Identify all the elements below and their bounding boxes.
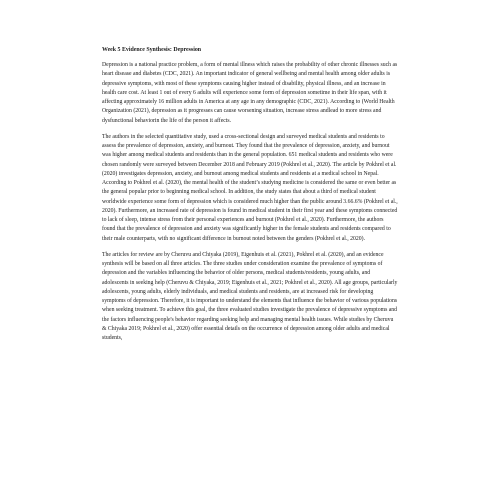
paragraph-3: The articles for review are by Cheruvu and Chiyaka (2019), Eigenhuis et al. (2021), Pokhrel et al. (2020), and an evidence synthesis will be based on all three articles. The three studies under consideration examine the prevalence of symptoms of depression and the variables influencing the behavior of older persons, medical students/residents, young adults, and adolescents in seeking help (Cheruvu & Chiyaka, 2019; Eigenhuis et al., 2021; Pokhrel et al., 2020). All age groups, particularly adolescents, young adults, elderly individuals, and medical students and residents, are at increased risk for developing symptoms of depression. Therefore, it is important to understand the elements that influence the behavior of various populations when seeking treatment. To achieve this goal, the three evaluated studies investigate the prevalence of depressive symptoms and the factors influencing people's behavior regarding seeking help and managing mental health issues. While studies by Cheruvu & Chiyaka 2019; Pokhrel et al., 2020) offer essential details on the occurrence of depression among older adults and medical students, <box>102 251 398 341</box>
document-title: Week 5 Evidence Synthesis: Depression <box>102 47 202 53</box>
document-body <box>102 46 398 350</box>
paragraph-2: The authors in the selected quantitative study, used a cross-sectional design and surveyed medical students and residents to assess the prevalence of depression, anxiety, and burnout. They found that the prevalence of depression, anxiety, and burnout was higher among medical students and residents than in the general population. 651 medical students and residents who were chosen randomly were surveyed between December 2018 and February 2019 (Pokhrel et al., 2020). The article by Pokhrel et al. (2020) investigates depression, anxiety, and burnout among medical students and residents at a medical school in Nepal. According to Pokhrel et al. (2020), the mental health of the student’s studying medicine is considered the same or even better as the general popular prior to beginning medical school. In addition, the study states that about a third of medical student worldwide experience some form of depression which is considered much higher than the public around 3.66.6% (Pokhrel et al., 2020). Furthermore, an increased rate of depression is found in medical student in their first year and these symptoms connected to lack of sleep, intense stress from their personal experiences and burnout (Pokhrel et al., 2020). Furthermore, the authors found that the prevalence of depression and anxiety was significantly higher in the female students and residents compared to their male counterparts, with no significant difference in burnout noted between the genders (Pokhrel et al., 2020). <box>102 133 398 242</box>
paragraph-1: Depression is a national practice problem, a form of mental illness which raises the probability of other chronic illnesses such as heart disease and diabetes (CDC, 2021). An important indicator of general wellbeing and mental health among older adults is depressive symptoms, with most of these symptoms causing higher instead of disability, physical illness, and an increase in health care cost. At least 1 out of every 6 adults will experience some form of depression sometime in their life span, with it affecting approximately 16 million adults in America at any age in any demographic (CDC, 2021). According to (World Health Organization (2021), depression as it progresses can cause worsening situation, increase stress andlead to more stress and dysfunctional behaviorin the life of the person it affects. <box>102 62 398 124</box>
